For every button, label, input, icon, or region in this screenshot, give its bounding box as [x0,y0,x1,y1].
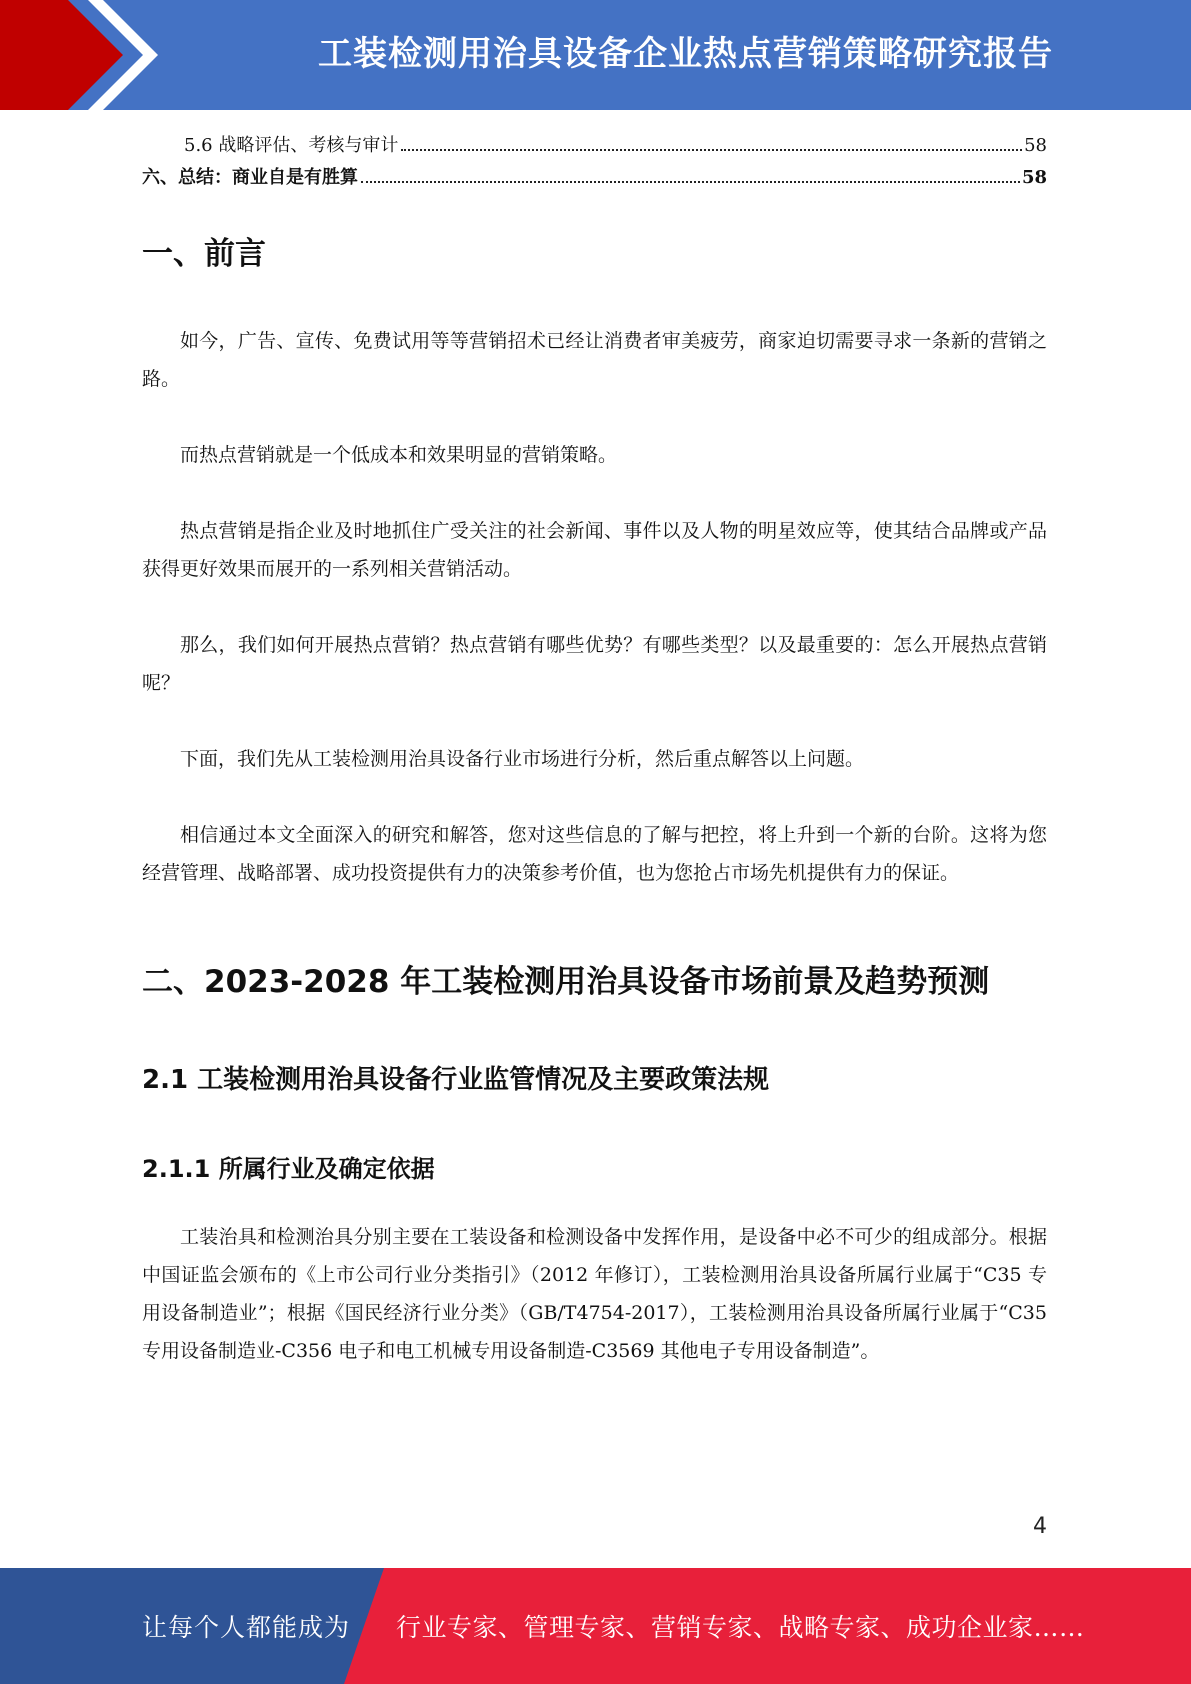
toc-entry-label: 六、总结：商业自是有胜算 [142,167,358,188]
toc-entry-page: 58 [1024,135,1047,156]
toc-entry-label: 5.6 战略评估、考核与审计 [184,135,399,156]
footer-slogan-right: 行业专家、管理专家、营销专家、战略专家、成功企业家…… [396,1613,1085,1642]
toc-entry[interactable] [142,162,1047,194]
document-body [142,130,1047,1370]
paragraph: 而热点营销就是一个低成本和效果明显的营销策略。 [180,444,618,466]
toc-entry[interactable] [142,130,1047,162]
toc-leader-dots [401,148,1022,151]
header-title: 工装检测用治具设备企业热点营销策略研究报告 [318,33,1053,74]
section-heading-market-outlook: 二、2023-2028 年工装检测用治具设备市场前景及趋势预测 [142,964,990,1000]
page-number: 4 [1033,1514,1047,1539]
paragraph: 热点营销是指企业及时地抓住广受关注的社会新闻、事件以及人物的明星效应等，使其结合品牌或产品获得更好效果而展开的一系列相关营销活动。 [142,520,1047,580]
page-footer [0,1568,1191,1684]
paragraph: 相信通过本文全面深入的研究和解答，您对这些信息的了解与把控，将上升到一个新的台阶。这将为您经营管理、战略部署、成功投资提供有力的决策参考价值，也为您抢占市场先机提供有力的保证。 [142,824,1047,884]
paragraph: 如今，广告、宣传、免费试用等等营销招术已经让消费者审美疲劳，商家迫切需要寻求一条新的营销之路。 [142,330,1047,390]
footer-slogan-left: 让每个人都能成为 [142,1613,351,1642]
header-chevron-decoration [0,0,160,110]
toc-entry-page: 58 [1021,167,1047,188]
paragraph: 下面，我们先从工装检测用治具设备行业市场进行分析，然后重点解答以上问题。 [180,748,865,770]
page-header [0,0,1191,110]
toc-leader-dots [361,180,1020,183]
subsection-heading-regulation: 2.1 工装检测用治具设备行业监管情况及主要政策法规 [142,1065,770,1095]
paragraph: 那么，我们如何开展热点营销？热点营销有哪些优势？有哪些类型？以及最重要的：怎么开展热点营销呢？ [142,634,1047,694]
paragraph: 工装治具和检测治具分别主要在工装设备和检测设备中发挥作用，是设备中必不可少的组成部分。根据中国证监会颁布的《上市公司行业分类指引》（2012 年修订），工装检测用治具设备所属行业属于“C35 专用设备制造业”；根据《国民经济行业分类》（GB/T4754-2017），工装检测用治具设备所属行业属于“C35 专用设备制造业-C356 电子和电工机械专用设备制造-C3569 其他电子专用设备制造”。 [142,1226,1047,1362]
subsection-heading-industry-classification: 2.1.1 所属行业及确定依据 [142,1155,435,1183]
section-heading-preface: 一、前言 [142,236,266,272]
